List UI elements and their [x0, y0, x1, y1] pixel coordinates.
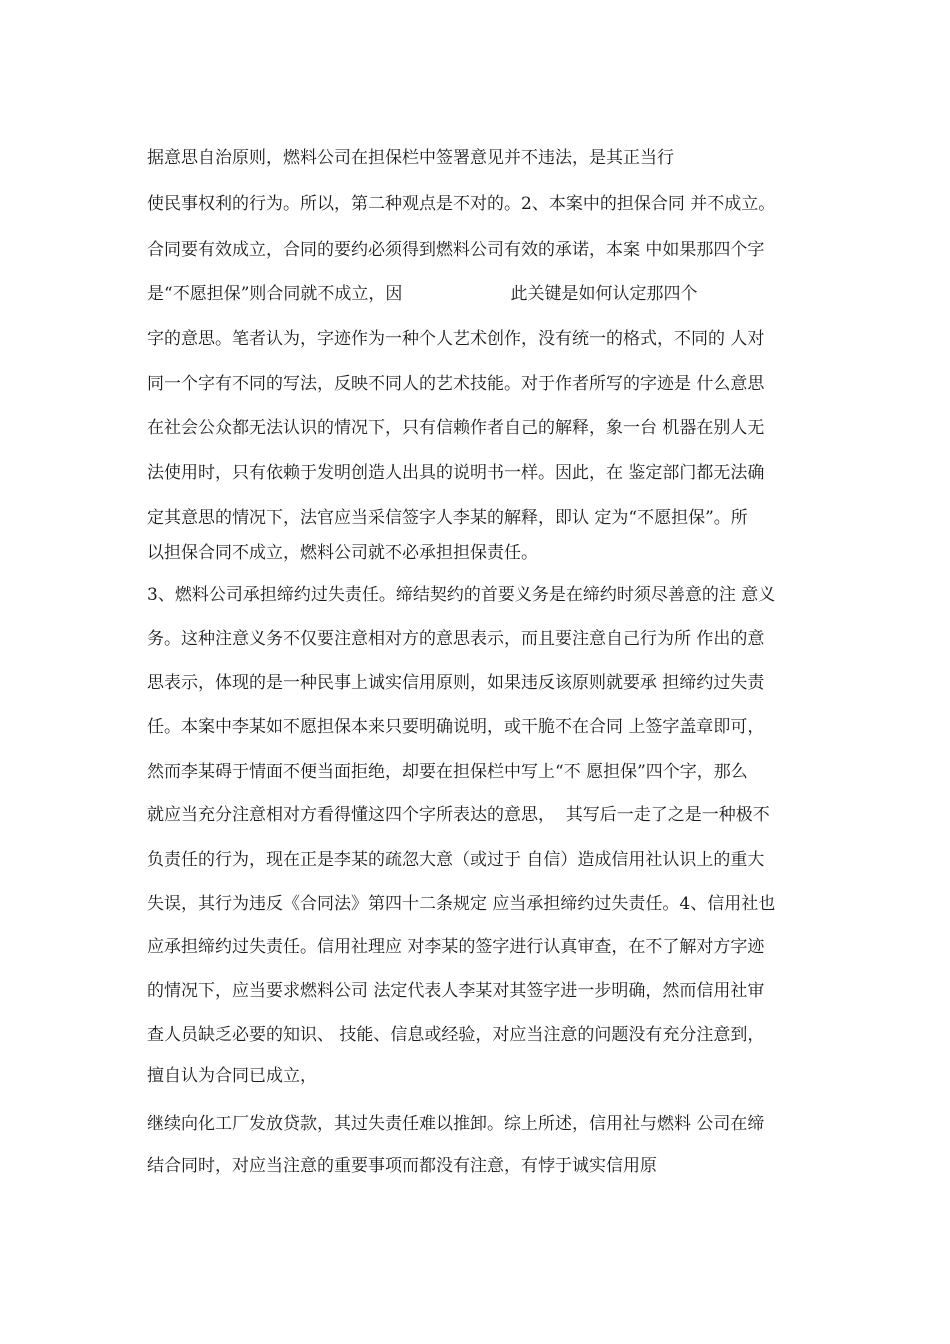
text-line: 据意思自治原则，燃料公司在担保栏中签署意见并不违法，是其正当行 — [147, 148, 674, 168]
text-line: 同一个字有不同的写法，反映不同人的艺术技能。对于作者所写的字迹是 什么意思 — [147, 374, 765, 394]
text-line: 是“不愿担保”则合同就不成立，因 此关键是如何认定那四个 — [147, 284, 698, 304]
text-line: 务。这种注意义务不仅要注意相对方的意思表示，而且要注意自己行为所 作出的意 — [147, 629, 765, 649]
text-line: 以担保合同不成立，燃料公司就不必承担担保责任。 — [147, 543, 538, 563]
text-line: 失误，其行为违反《合同法》第四十二条规定 应当承担缔约过失责任。4、信用社也 — [147, 894, 776, 914]
text-line: 思表示，体现的是一种民事上诚实信用原则，如果违反该原则就要承 担缔约过失责 — [147, 673, 765, 693]
text-line: 负责任的行为，现在正是李某的疏忽大意（或过于 自信）造成信用社认识上的重大 — [147, 850, 765, 870]
text-line: 应承担缔约过失责任。信用社理应 对李某的签字进行认真审查，在不了解对方字迹 — [147, 937, 765, 957]
text-line: 在社会公众都无法认识的情况下，只有信赖作者自己的解释，象一台 机器在别人无 — [147, 418, 765, 438]
text-line: 结合同时，对应当注意的重要事项而都没有注意，有悖于诚实信用原 — [147, 1156, 657, 1176]
text-line: 擅自认为合同已成立， — [147, 1066, 317, 1086]
text-line: 任。本案中李某如不愿担保本来只要明确说明，或干脆不在合同 上签字盖章即可， — [147, 717, 765, 737]
text-line: 的情况下，应当要求燃料公司 法定代表人李某对其签字进一步明确，然而信用社审 — [147, 981, 765, 1001]
text-line: 合同要有效成立，合同的要约必须得到燃料公司有效的承诺，本案 中如果那四个字 — [147, 240, 765, 260]
text-line: 定其意思的情况下，法官应当采信签字人李某的解释，即认 定为“不愿担保”。所 — [147, 508, 748, 528]
text-line: 查人员缺乏必要的知识、 技能、信息或经验，对应当注意的问题没有充分注意到， — [147, 1025, 765, 1045]
text-line: 然而李某碍于情面不便当面拒绝，却要在担保栏中写上“不 愿担保”四个字，那么 — [147, 762, 748, 782]
text-line: 3、燃料公司承担缔约过失责任。缔结契约的首要义务是在缔约时须尽善意的注 意义 — [147, 585, 776, 605]
text-line: 就应当充分注意相对方看得懂这四个字所表达的意思， 其写后一走了之是一种极不 — [147, 805, 770, 825]
text-line: 继续向化工厂发放贷款，其过失责任难以推卸。综上所述，信用社与燃料 公司在缔 — [147, 1114, 765, 1134]
text-line: 字的意思。笔者认为，字迹作为一种个人艺术创作，没有统一的格式，不同的 人对 — [147, 329, 765, 349]
text-line: 使民事权利的行为。所以，第二种观点是不对的。2、本案中的担保合同 并不成立。 — [147, 194, 776, 214]
text-line: 法使用时，只有依赖于发明创造人出具的说明书一样。因此，在 鉴定部门都无法确 — [147, 463, 765, 483]
